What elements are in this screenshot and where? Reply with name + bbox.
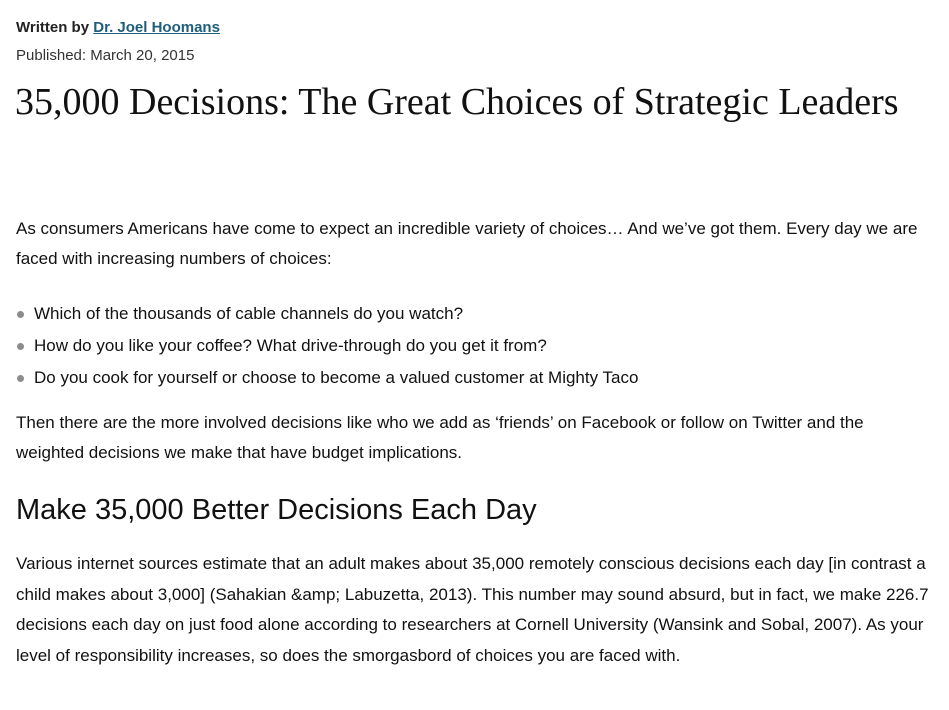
- list-item-text: Which of the thousands of cable channels do you watch?: [34, 304, 464, 323]
- bullet-icon: [17, 311, 24, 318]
- section-heading: Make 35,000 Better Decisions Each Day: [16, 494, 537, 526]
- list-item-text: How do you like your coffee? What drive-through do you get it from?: [34, 336, 547, 355]
- choices-list: [16, 298, 936, 394]
- author-link[interactable]: Dr. Joel Hoomans: [93, 19, 220, 36]
- bullet-icon: [17, 343, 24, 350]
- list-item: [16, 362, 936, 394]
- body-paragraph: Then there are the more involved decisions like who we add as ‘friends’ on Facebook or follow on Twitter and the weighted decisions we make that have budget implications.: [16, 413, 864, 462]
- body-paragraph: Various internet sources estimate that an adult makes about 35,000 remotely conscious decisions each day [in contrast a child makes about 3,000] (Sahakian &amp; Labuzetta, 2013). This number may sound absurd, but in fact, we make 226.7 decisions each day on just food alone according to researchers at Cornell University (Wansink and Sobal, 2007). As your level of responsibility increases, so does the smorgasbord of choices you are faced with.: [16, 554, 929, 665]
- list-item-text: Do you cook for yourself or choose to become a valued customer at Mighty Taco: [34, 368, 639, 387]
- bullet-icon: [17, 375, 24, 382]
- list-item: [16, 298, 936, 330]
- published-date: Published: March 20, 2015: [16, 47, 195, 64]
- list-item: [16, 330, 936, 362]
- byline-prefix: Written by: [16, 19, 94, 36]
- article-title: 35,000 Decisions: The Great Choices of Strategic Leaders: [15, 81, 899, 123]
- intro-paragraph: As consumers Americans have come to expect an incredible variety of choices… And we’ve got them. Every day we are faced with increasing numbers of choices:: [16, 219, 918, 268]
- byline: [16, 18, 220, 38]
